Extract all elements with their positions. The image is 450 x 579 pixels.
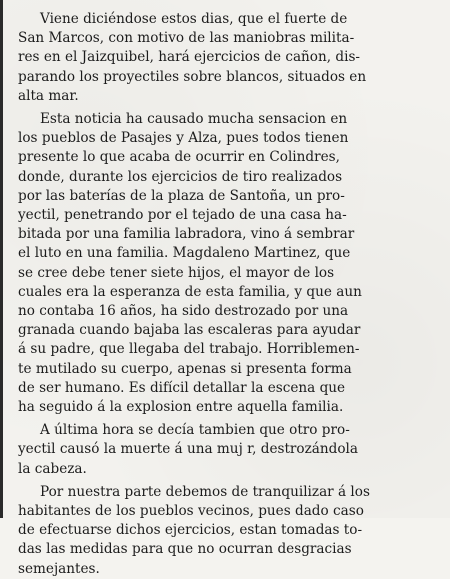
article-paragraph-3: A última hora se decía tambien que otro pro- yectil causó la muerte á una muj r, destrozándola la cabeza. [18,422,358,477]
column-edge-rule [0,0,3,518]
article-paragraph-4: Por nuestra parte debemos de tranquilizar á los habitantes de los pueblos vecinos, pues dado caso de efectuarse dichos ejercicios, estan tomadas to- das las medidas para que no ocurran desgracias semejantes. [18,483,370,577]
article-paragraph-1: Viene diciéndose estos dias, que el fuerte de San Marcos, con motivo de las maniobras milita- res en el Jaizquibel, hará ejercicios de cañon, dis- parando los proyectiles sobre blancos, situados en alta mar. [18,11,367,104]
article-paragraph-2: Esta noticia ha causado mucha sensacion en los pueblos de Pasajes y Alza, pues todos tienen presente lo que acaba de ocurrir en Colindres, donde, durante los ejercicios de tiro realizados por las baterías de la plaza de Santoña, un pro- yectil, penetrando por el tejado de una casa ha- bitada por una familia labradora, vino á sembrar el luto en una familia. Magdaleno Martinez, que se cree debe tener siete hijos, el mayor de los cuales era la esperanza de esta familia, y que aun no contaba 16 años, ha sido destrozado por una granada cuando bajaba las escaleras para ayudar á su padre, que llegaba del trabajo. Horriblemen- te mutilado su cuerpo, apenas si presenta forma de ser humano. Es difícil detallar la escena que ha seguido á la explosion entre aquella familia. [18,111,362,416]
article-column [18,10,424,579]
